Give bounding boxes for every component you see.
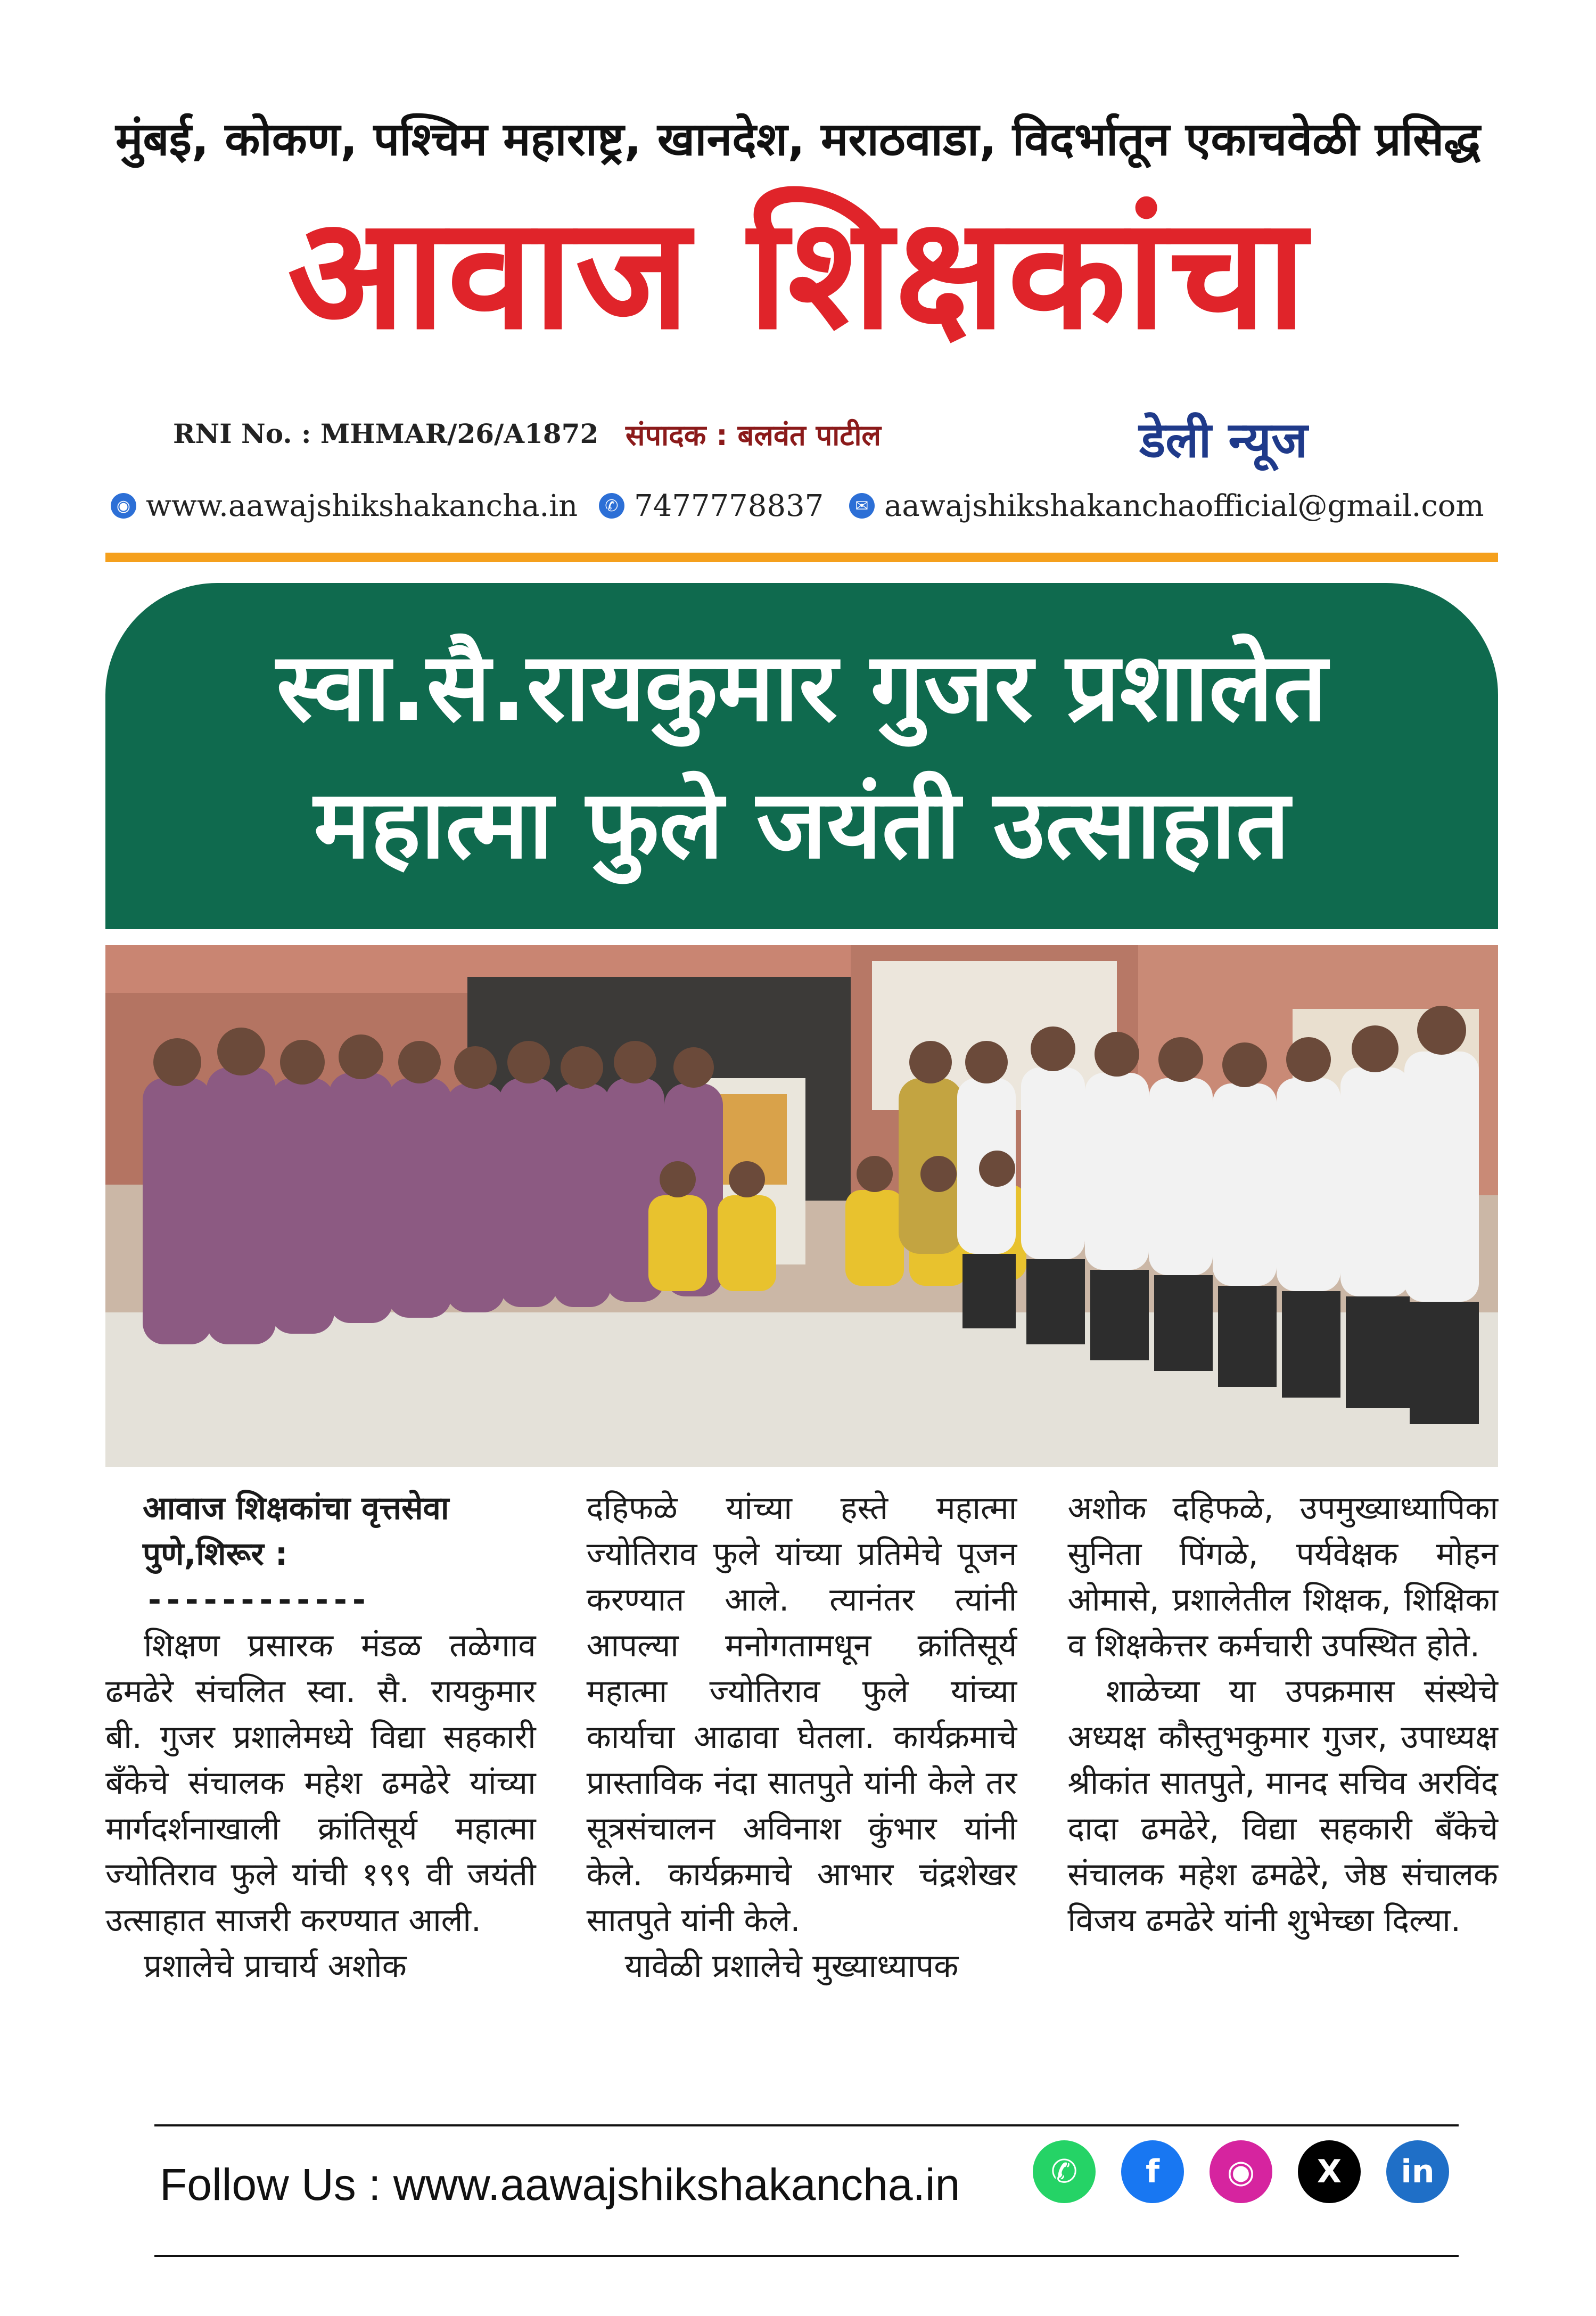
paragraph: दहिफळे यांच्या हस्ते महात्मा ज्योतिराव फुले यांच्या प्रतिमेचे पूजन करण्यात आले. त्यानंतर त्यांनी आपल्या मनोगतामधून क्रांतिसूर्य महात्मा ज्योतिराव फुले यांच्या कार्याचा आढावा घेतला. कार्यक्रमाचे प्रास्ताविक नंदा सातपुते यांनी केले तर सूत्रसंचालन अविनाश कुंभार यांनी केले. कार्यक्रमाचे आभार चंद्रशेखर सातपुते यांनी केले. — [586, 1490, 1017, 1939]
masthead-title: आवाज शिक्षकांचा — [287, 184, 1309, 364]
article-column-2 — [587, 1485, 1017, 2092]
editor-name: बलवंत पाटील — [737, 418, 882, 452]
contact-phone[interactable] — [599, 487, 824, 524]
contact-email[interactable] — [849, 487, 1484, 524]
editor-credit — [626, 414, 881, 454]
paragraph: अशोक दहिफळे, उपमुख्याध्यापिका सुनिता पिंगळे, पर्यवेक्षक मोहन ओमासे, प्रशालेतील शिक्षक, शिक्षिका व शिक्षकेत्तर कर्मचारी उपस्थित होते. — [1067, 1490, 1498, 1664]
footer-divider-top — [154, 2124, 1459, 2126]
event-photo — [105, 945, 1498, 1467]
phone-text: 7477778837 — [634, 488, 824, 523]
tagline: मुंबई, कोकण, पश्चिम महाराष्ट्र, खानदेश, मराठवाडा, विदर्भातून एकाचवेळी प्रसिद्ध — [116, 113, 1480, 166]
paragraph: शिक्षण प्रसारक मंडळ तळेगाव ढमढेरे संचलित स्वा. सै. रायकुमार बी. गुजर प्रशालेमध्ये विद्या सहकारी बँकेचे संचालक महेश ढमढेरे यांच्या मार्गदर्शनाखाली क्रांतिसूर्य महात्मा ज्योतिराव फुले यांची १९९ वी जयंती उत्साहात साजरी करण्यात आली. — [105, 1627, 536, 1939]
social-icons — [1033, 2140, 1449, 2203]
article-column-1 — [105, 1485, 536, 2092]
byline: आवाज शिक्षकांचा वृत्तसेवा — [143, 1490, 449, 1527]
whatsapp-icon[interactable]: ✆ — [1033, 2140, 1096, 2203]
phone-icon: ✆ — [599, 493, 624, 519]
linkedin-icon[interactable]: in — [1386, 2140, 1449, 2203]
x-icon[interactable]: X — [1298, 2140, 1361, 2203]
headline-line-1: स्वा.सै.रायकुमार गुजर प्रशालेत — [276, 631, 1327, 742]
website-text: www.aawajshikshakancha.in — [146, 488, 578, 523]
edition-label: डेली न्यूज — [1139, 412, 1308, 469]
instagram-icon[interactable]: ◉ — [1210, 2140, 1272, 2203]
contact-website[interactable] — [111, 487, 578, 524]
facebook-icon[interactable]: f — [1121, 2140, 1184, 2203]
headline-line-2: महात्मा फुले जयंती उत्साहात — [314, 769, 1290, 880]
paragraph: यावेळी प्रशालेचे मुख्याध्यापक — [624, 1948, 959, 1985]
group-photo-illustration — [105, 945, 1498, 1467]
mail-icon: ✉ — [849, 493, 875, 519]
article-column-3 — [1067, 1485, 1498, 2092]
footer-divider-bottom — [154, 2255, 1459, 2257]
dateline-place: पुणे,शिरूर : — [143, 1535, 288, 1573]
editor-label: संपादक : — [626, 418, 728, 452]
separator: ------------ — [148, 1581, 371, 1619]
paragraph: प्रशालेचे प्राचार्य अशोक — [144, 1948, 407, 1985]
header-divider — [105, 553, 1498, 562]
email-text: aawajshikshakanchaofficial@gmail.com — [884, 488, 1484, 523]
news-headline — [105, 583, 1498, 929]
globe-icon: ◉ — [111, 493, 136, 519]
rni-number: RNI No. : MHMAR/26/A1872 — [173, 418, 599, 449]
paragraph: शाळेच्या या उपक्रमास संस्थेचे अध्यक्ष कौस्तुभकुमार गुजर, उपाध्यक्ष श्रीकांत सातपुते, मानद सचिव अरविंद दादा ढमढेरे, विद्या सहकारी बँकेचे संचालक महेश ढमढेरे, जेष्ठ संचालक विजय ढमढेरे यांनी शुभेच्छा दिल्या. — [1067, 1673, 1498, 1939]
article-body — [105, 1485, 1498, 2092]
follow-us-link[interactable]: Follow Us : www.aawajshikshakancha.in — [160, 2159, 960, 2210]
